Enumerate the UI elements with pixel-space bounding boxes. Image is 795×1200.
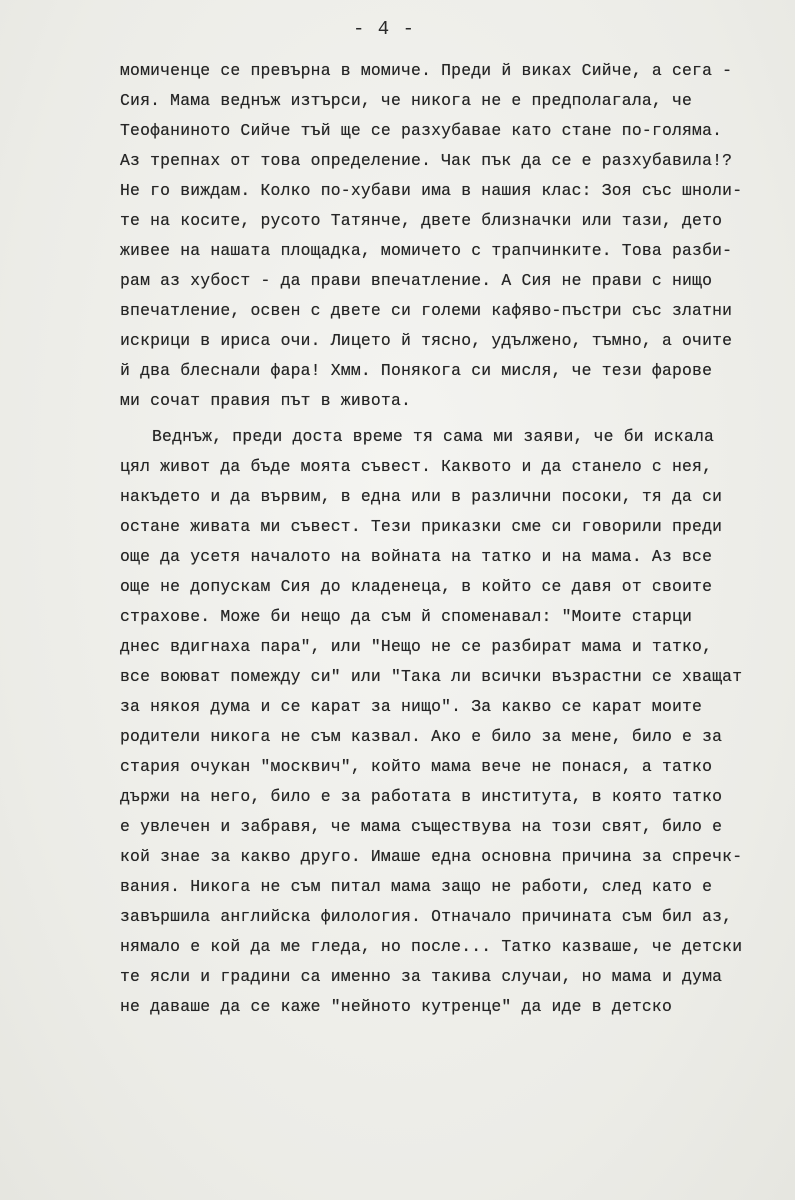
text-line: за някоя дума и се карат за нищо". За какво се карат моите [120, 697, 703, 716]
text-line: още не допускам Сия до кладенеца, в който се давя от своите [120, 577, 713, 596]
text-line: впечатление, освен с двете си големи кафяво-пъстри със златни [120, 301, 733, 320]
text-line: държи на него, било е за работата в института, в която татко [120, 787, 723, 806]
text-line: кой знае за какво друго. Имаше една основна причина за спречк- [120, 847, 743, 866]
text-line: още да усетя началото на войната на татко и на мама. Аз все [120, 547, 713, 566]
text-line: й два блеснали фара! Хмм. Понякога си мисля, че тези фарове [120, 361, 713, 380]
text-line: все воюват помежду си" или "Така ли всички възрастни се хващат [120, 667, 743, 686]
text-line: живее на нашата площадка, момичето с трапчинките. Това разби- [120, 241, 733, 260]
text-line: днес вдигнаха пара", или "Нещо не се разбират мама и татко, [120, 637, 713, 656]
text-line: вания. Никога не съм питал мама защо не работи, след като е [120, 877, 713, 896]
text-line: не даваше да се каже "нейното кутренце" да иде в детско [120, 997, 672, 1016]
text-line: момиченце се превърна в момиче. Преди й виках Сийче, а сега - [120, 61, 733, 80]
text-line: рам аз хубост - да прави впечатление. А Сия не прави с нищо [120, 271, 713, 290]
text-line: Не го виждам. Колко по-хубави има в нашия клас: Зоя със шноли- [120, 181, 743, 200]
text-line: искрици в ириса очи. Лицето й тясно, удължено, тъмно, а очите [120, 331, 733, 350]
text-line: стария очукан "москвич", който мама вече не понася, а татко [120, 757, 713, 776]
page-number: - 4 - [352, 18, 415, 40]
text-line: те на косите, русото Татянче, двете близначки или тази, дето [120, 211, 723, 230]
text-line: остане живата ми съвест. Тези приказки сме си говорили преди [120, 517, 723, 536]
text-line: Сия. Мама веднъж изтърси, че никога не е предполагала, че [120, 91, 693, 110]
text-line: завършила английска филология. Отначало причината съм бил аз, [120, 907, 733, 926]
text-line: Веднъж, преди доста време тя сама ми заяви, че би искала [152, 427, 715, 446]
text-line: нямало е кой да ме гледа, но после... Татко казваше, че детски [120, 937, 743, 956]
text-line: ми сочат правия път в живота. [120, 391, 412, 410]
text-line: родители никога не съм казвал. Ако е било за мене, било е за [120, 727, 723, 746]
text-line: страхове. Може би нещо да съм й споменавал: "Моите старци [120, 607, 693, 626]
text-line: Аз трепнах от това определение. Чак пък да се е разхубавила!? [120, 151, 733, 170]
text-line: цял живот да бъде моята съвест. Каквото и да станело с нея, [120, 457, 713, 476]
text-line: Теофанинoто Сийче тъй ще се разхубавае като стане по-голяма. [120, 121, 723, 140]
text-line: е увлечен и забравя, че мама съществува на този свят, било е [120, 817, 723, 836]
text-line: те ясли и градини са именно за такива случаи, но мама и дума [120, 967, 723, 986]
text-line: накъдето и да вървим, в една или в различни посоки, тя да си [120, 487, 723, 506]
